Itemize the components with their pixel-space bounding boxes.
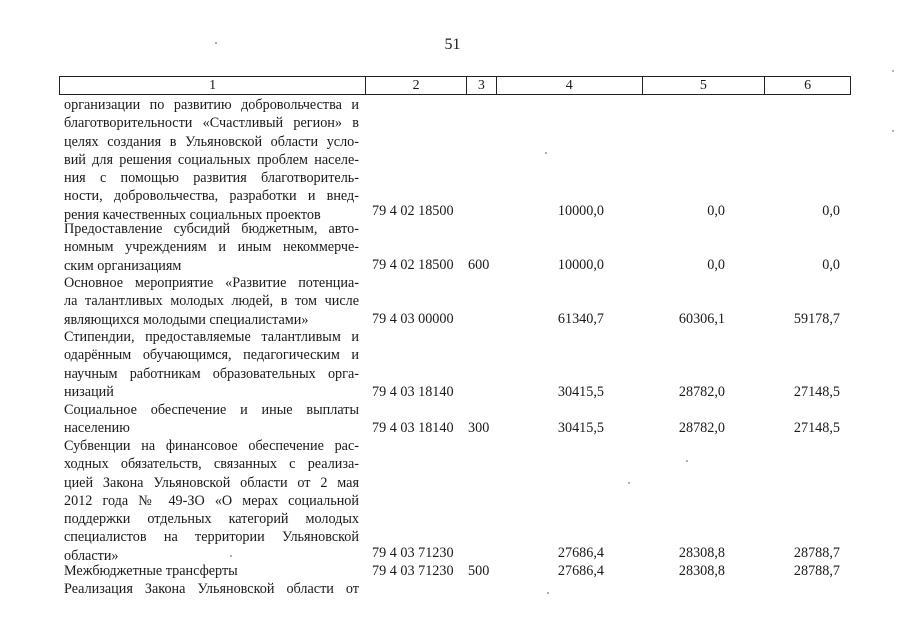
amount-col5: 60306,1 xyxy=(678,311,725,327)
description-line: ла талантливых молодых людей, в том числе xyxy=(64,293,359,310)
description-line: ности, добровольчества, разработки и внед- xyxy=(64,188,359,205)
scan-speck xyxy=(230,555,232,557)
amount-col6: 27148,5 xyxy=(793,420,840,436)
row-description xyxy=(64,220,359,275)
description-line: ским организациям xyxy=(64,257,182,274)
amount-col5: 28308,8 xyxy=(678,545,725,561)
description-line: Реализация Закона Ульяновской области от xyxy=(64,581,359,597)
amount-col5: 28782,0 xyxy=(678,420,725,436)
expense-type-code: 300 xyxy=(468,420,490,436)
budget-code: 79 4 03 18140 xyxy=(372,420,454,436)
row-description xyxy=(64,562,359,580)
row-description xyxy=(64,274,359,329)
amount-col5: 28308,8 xyxy=(678,563,725,579)
description-line: рения качественных социальных проектов xyxy=(64,206,321,223)
amount-col6: 0,0 xyxy=(822,203,840,219)
table-header xyxy=(59,76,851,95)
column-header-3: 3 xyxy=(467,77,497,94)
amount-col4: 10000,0 xyxy=(557,203,604,219)
description-line: являющихся молодыми специалистами» xyxy=(64,311,309,328)
amount-col6: 28788,7 xyxy=(793,563,840,579)
scan-speck xyxy=(892,130,894,132)
description-line: низаций xyxy=(64,383,114,400)
page-number: 51 xyxy=(444,36,461,53)
description-line: Межбюджетные трансферты xyxy=(64,563,238,579)
budget-code: 79 4 03 71230 xyxy=(372,563,454,579)
description-line: Социальное обеспечение и иные выплаты xyxy=(64,402,359,418)
scan-speck xyxy=(545,152,547,154)
expense-type-code: 500 xyxy=(468,563,490,579)
description-line: Субвенции на финансовое обеспечение рас- xyxy=(64,438,359,454)
description-line: организации по развитию добровольчества и xyxy=(64,97,359,113)
column-header-6: 6 xyxy=(804,78,812,93)
description-line: специалистов на территории Ульяновской xyxy=(64,529,359,546)
amount-col5: 0,0 xyxy=(707,257,725,273)
description-line: Стипендии, предоставляемые талантливым и xyxy=(64,329,359,345)
description-line: благотворительности «Счастливый регион» в xyxy=(64,115,359,132)
description-line: ходных обязательств, связанных с реализа- xyxy=(64,456,359,473)
row-description xyxy=(64,328,359,401)
row-description xyxy=(64,401,359,438)
scan-speck xyxy=(892,70,894,72)
budget-code: 79 4 02 18500 xyxy=(372,257,454,273)
scan-speck xyxy=(547,592,549,594)
scan-speck xyxy=(628,482,630,484)
description-line: населению xyxy=(64,420,130,437)
budget-code: 79 4 03 18140 xyxy=(372,384,454,400)
amount-col6: 59178,7 xyxy=(793,311,840,327)
amount-col4: 61340,7 xyxy=(557,311,604,327)
scan-speck xyxy=(215,42,217,44)
column-header-1: 1 xyxy=(60,77,366,94)
budget-code: 79 4 03 00000 xyxy=(372,311,454,327)
amount-col4: 30415,5 xyxy=(557,420,604,436)
description-line: области» xyxy=(64,547,119,564)
column-header-4: 4 xyxy=(497,77,643,94)
expense-type-code: 600 xyxy=(468,257,490,273)
amount-col4: 27686,4 xyxy=(557,545,604,561)
amount-col6: 27148,5 xyxy=(793,384,840,400)
description-line: Основное мероприятие «Развитие потенциа- xyxy=(64,275,359,291)
amount-col4: 10000,0 xyxy=(557,257,604,273)
amount-col4: 30415,5 xyxy=(557,384,604,400)
amount-col6: 0,0 xyxy=(822,257,840,273)
row-description xyxy=(64,580,359,598)
column-header-2: 2 xyxy=(366,77,467,94)
description-line: поддержки отдельных категорий молодых xyxy=(64,511,359,528)
description-line: одарённым обучающимся, педагогическим и xyxy=(64,347,359,364)
description-line: ния с помощью развития благотворитель- xyxy=(64,170,359,187)
row-description xyxy=(64,437,359,565)
description-line: научным работникам образовательных орга- xyxy=(64,365,359,382)
description-line: номным учреждениям и иным некоммерче- xyxy=(64,239,359,256)
description-line: вий для решения социальных проблем населе- xyxy=(64,151,359,168)
amount-col5: 0,0 xyxy=(707,203,725,219)
description-line: цией Закона Ульяновской области от 2 мая xyxy=(64,474,359,491)
budget-code: 79 4 03 71230 xyxy=(372,545,454,561)
amount-col5: 28782,0 xyxy=(678,384,725,400)
scan-speck xyxy=(686,460,688,462)
amount-col4: 27686,4 xyxy=(557,563,604,579)
column-header-5: 5 xyxy=(643,77,766,94)
row-description xyxy=(64,96,359,224)
description-line: Предоставление субсидий бюджетным, авто- xyxy=(64,221,359,237)
budget-code: 79 4 02 18500 xyxy=(372,203,454,219)
description-line: 2012 года № 49-ЗО «О мерах социальной xyxy=(64,492,359,509)
amount-col6: 28788,7 xyxy=(793,545,840,561)
description-line: целях создания в Ульяновской области усло- xyxy=(64,133,359,150)
